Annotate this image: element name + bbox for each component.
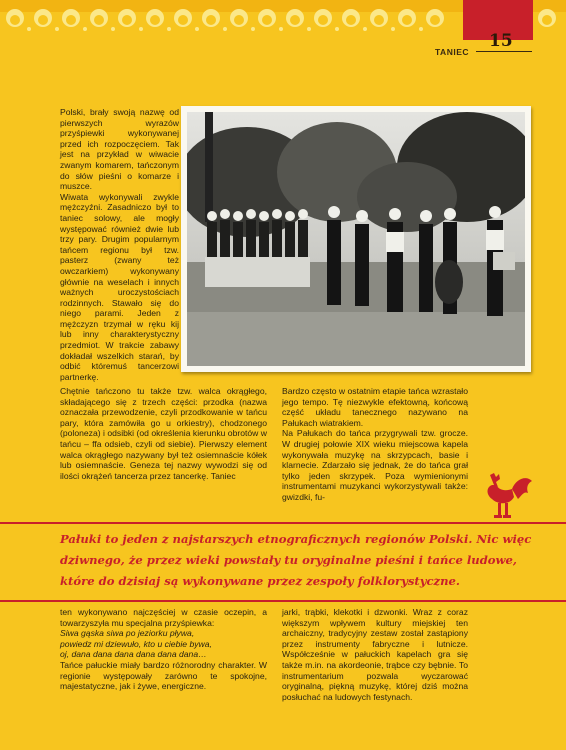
paragraph: Na Pałukach do tańca przygrywali tzw. grocze. W drugiej połowie XIX wieku miejscowa kapela wykonywała muzykę na skrzypcach, basie i klarnecie. Zdarzało się jednak, że do tańca grał tylko jeden skrzypek. Poza wymienionymi instrumentami muzykanci wykorzystywali także: gwizdki, fu-: [282, 428, 468, 502]
folk-ensemble-photo: [181, 106, 531, 372]
paragraph: Tańce pałuckie miały bardzo różnorodny charakter. W regionie występowały zarówno te spokojne, majestatyczne, jak i żywe, energiczne.: [60, 659, 267, 692]
song-lyric-line: powiedz mi dziewuło, kto u ciebie bywa,: [60, 638, 212, 649]
pull-quote: Pałuki to jeden z najstarszych etnograficznych regionów Polski. Nic więc dziwnego, że przez wieki powstały tu oryginalne pieśni i tańce ludowe, które do dzisiaj są wykonywane przez zespoły folklorystyczne.: [60, 532, 532, 588]
section-title: TANIEC: [435, 47, 470, 57]
text-column-right-top: [282, 386, 468, 503]
paragraph: Wiwata wykonywali zwykle mężczyźni. Zasadniczo był to taniec solowy, ale mogły występować również dwie lub trzy pary. Drugim popularnym tańcem regionu był tzw. pasterz (zwany też owczarkiem) wykonywany głównie na weselach i innych ważnych uroczystościach rodzinnych. Stawało się do niego parami. Jeden z mężczyzn trzymał w ręku kij lub inny charakterystyczny przedmiot. W trakcie zabawy dokładał wszelkich starań, by odbić któremuś tancerzowi partnerkę.: [60, 191, 179, 382]
photo-image: [187, 112, 525, 366]
text-column-right-end: [282, 607, 468, 702]
paragraph: Polski, brały swoją nazwę od pierwszych wyrazów przyśpiewki wykonywanej przed ich rozpoczęciem. Tak jest na przykład w wiwacie zwanym komarem, tańczonym do słów pieśni o komarze i muszce.: [60, 107, 179, 192]
rooster-icon: [482, 473, 534, 519]
paragraph: jarki, trąbki, klekotki i dzwonki. Wraz z coraz większym wpływem kultury miejskiej ten archaiczny, tradycyjny zestaw został zastąpiony przez instrumenty fabryczne i lutnicze. Współcześnie w pałuckich kapelach gra się także m.in. na akordeonie, trąbce czy bębnie. To instrumentarium pozwala wyczarować oryginalną, piękną muzykę, której dziś można posłuchać na ludowych festynach.: [282, 607, 468, 702]
paragraph: Bardzo często w ostatnim etapie tańca wzrastało jego tempo. Tę niezwykle efektowną, końcową część układu tanecznego nazywano na Pałukach wiatrakiem.: [282, 386, 468, 428]
paragraph: Chętnie tańczono tu także tzw. walca okrągłego, składającego się z trzech części: przodka (nazwa oznaczała przewodzenie, czyli przodkowanie w tańcu pary, która zamówiła go u orkiestry), chodzonego (poloneza) i odsibki (od określenia kierunku obrotów w tańcu – ffa odsieb, czyli od siebie). Pierwszy element walca okrągłego nazywany był też osiemnaście kółek lub osiemnaście. Geneza tej nazwy wywodzi się od ilości okrążeń tancerza przez tancerkę. Taniec: [60, 386, 267, 481]
song-lyric-line: oj, dana dana dana dana dana dana…: [60, 649, 207, 660]
page-number: 15: [489, 31, 513, 51]
text-column-left-end: [60, 607, 267, 692]
text-column-left-bottom: [60, 386, 267, 481]
header-rule: [476, 51, 532, 52]
text-column-left-top: [60, 107, 179, 382]
paragraph: ten wykonywano najczęściej w czasie oczepin, a towarzyszyła mu specjalna przyśpiewka:: [60, 607, 267, 628]
song-lyric-line: Siwa gąska siwa po jeziorku pływa,: [60, 628, 195, 639]
